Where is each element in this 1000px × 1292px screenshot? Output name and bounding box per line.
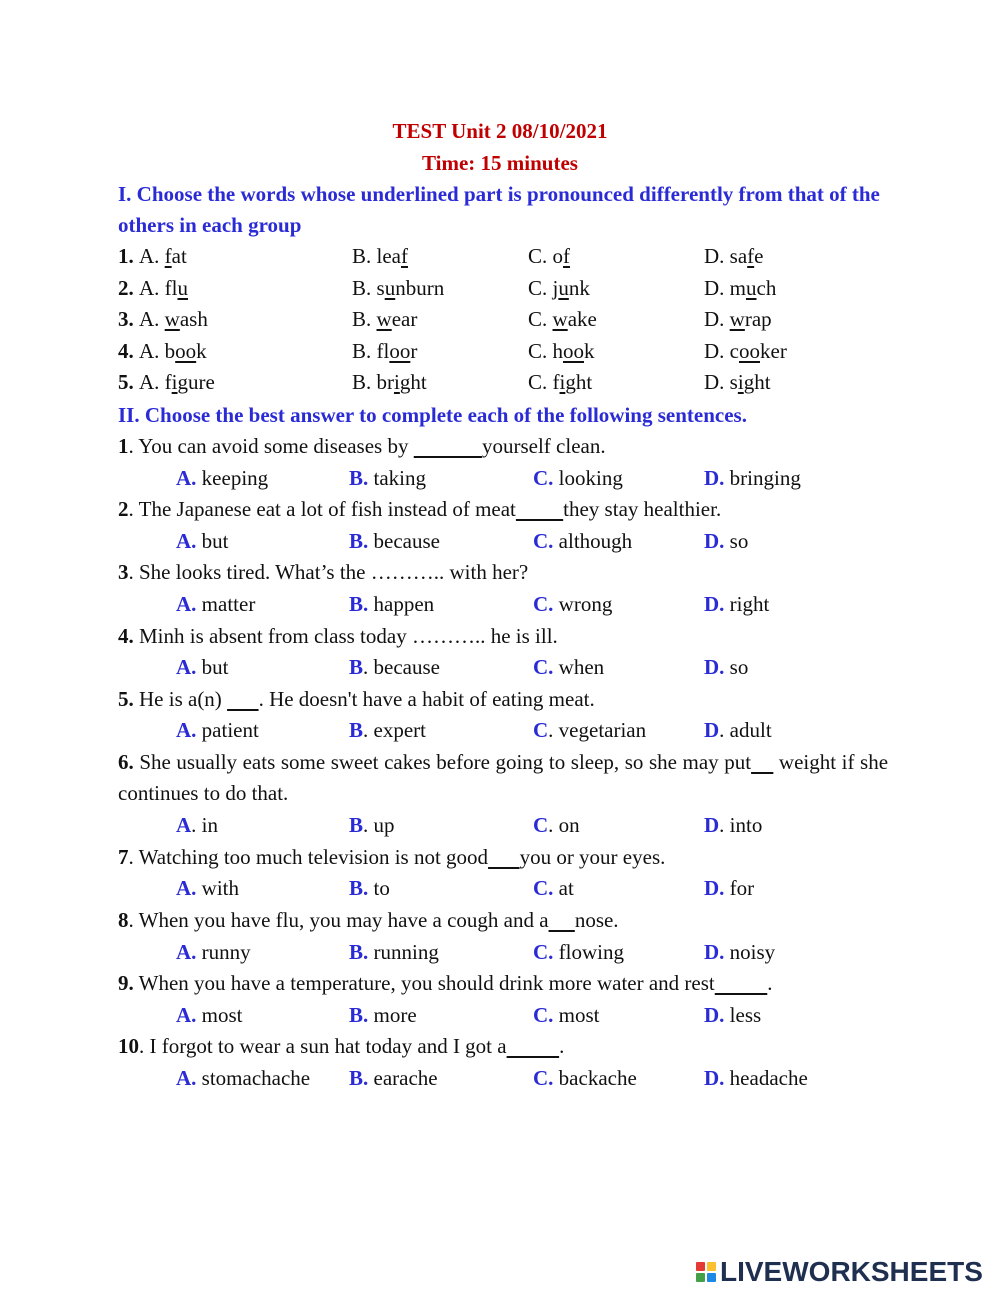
answer-blank xyxy=(549,908,575,932)
answer-text: so xyxy=(724,528,749,553)
option-letter: D. xyxy=(704,307,730,332)
answer-option xyxy=(349,526,440,557)
answer-letter: C. xyxy=(533,939,554,964)
word-part: sa xyxy=(729,244,748,268)
word-part: fl xyxy=(164,275,178,300)
question-text: they stay healthier. xyxy=(563,497,722,522)
pronunciation-option xyxy=(352,241,408,272)
question xyxy=(118,557,888,588)
answer-options xyxy=(0,1063,1000,1094)
answer-letter: C. xyxy=(533,592,554,616)
option-letter: B. xyxy=(352,244,377,268)
word-part: ake xyxy=(567,307,597,332)
pronunciation-group xyxy=(0,273,1000,304)
answer-letter: C. xyxy=(533,528,554,553)
answer-text: looking xyxy=(553,465,623,490)
word-part: e xyxy=(754,244,764,268)
answer-letter: A. xyxy=(176,528,197,553)
question-number: 2 xyxy=(118,497,129,522)
pronunciation-option xyxy=(118,336,207,367)
logo-square xyxy=(707,1273,716,1282)
answer-text: flowing xyxy=(553,939,624,964)
word-part: k xyxy=(196,338,207,363)
test-title: TEST Unit 2 08/10/2021 xyxy=(392,119,608,143)
underlined-part: oo xyxy=(563,338,585,363)
answer-option xyxy=(704,810,762,841)
answer-option xyxy=(176,715,259,746)
underlined-part: i xyxy=(559,370,566,395)
answer-letter: C. xyxy=(533,655,554,680)
answer-options xyxy=(0,589,1000,620)
answer-option xyxy=(349,652,440,683)
question xyxy=(118,905,888,936)
pronunciation-option xyxy=(352,367,427,398)
answer-blank xyxy=(488,845,520,869)
word-part: at xyxy=(171,244,187,268)
answer-letter: B. xyxy=(349,1002,369,1027)
answer-text: so xyxy=(724,655,749,680)
question xyxy=(118,684,888,715)
option-letter: D. xyxy=(704,244,730,268)
pronunciation-option xyxy=(704,336,787,367)
question-text: . She looks tired. What’s the ……….. with her? xyxy=(128,560,529,585)
answer-option xyxy=(176,810,218,841)
question-number: 4. xyxy=(118,623,134,648)
answer-option xyxy=(349,873,390,904)
pronunciation-option xyxy=(118,273,188,304)
answer-text: wrong xyxy=(553,592,613,616)
word-part: rap xyxy=(744,307,772,332)
option-letter: B. xyxy=(352,307,377,332)
option-letter: C. xyxy=(528,338,553,363)
answer-option xyxy=(704,873,754,904)
word-part: ear xyxy=(391,307,418,332)
underlined-part: w xyxy=(552,307,568,332)
question-number: 5. xyxy=(118,686,134,711)
word-part: b xyxy=(164,338,176,363)
answer-option xyxy=(176,937,251,968)
underlined-part: i xyxy=(394,370,400,395)
underlined-part: u xyxy=(177,275,188,300)
answer-text: although xyxy=(553,528,633,553)
answer-text: backache xyxy=(553,1066,637,1090)
question xyxy=(118,494,888,525)
answer-option xyxy=(533,873,574,904)
question xyxy=(118,1031,888,1062)
word-part: ght xyxy=(399,370,427,395)
answer-letter: A. xyxy=(176,876,197,901)
answer-letter: B xyxy=(349,655,364,680)
answer-text: matter xyxy=(196,592,256,616)
question-text: nose. xyxy=(574,908,619,932)
answer-option xyxy=(704,463,801,494)
option-letter: C. xyxy=(528,370,553,395)
answer-letter: C. xyxy=(533,876,554,901)
group-number: 1. xyxy=(118,244,139,268)
answer-text: . into xyxy=(719,813,763,838)
answer-option xyxy=(176,589,255,620)
answer-letter: C xyxy=(533,813,549,838)
answer-letter: B. xyxy=(349,592,369,616)
section-1-heading: I. Choose the words whose underlined part is pronounced differently from that of the others in each group xyxy=(118,182,880,237)
answer-letter: A. xyxy=(176,939,197,964)
answer-letter: C. xyxy=(533,465,554,490)
answer-letter: B. xyxy=(349,465,369,490)
answer-options xyxy=(0,810,1000,841)
answer-text: most xyxy=(553,1002,600,1027)
question-text: . xyxy=(767,971,773,996)
answer-letter: B. xyxy=(349,876,369,901)
word-part: gure xyxy=(177,370,215,395)
word-part: s xyxy=(729,370,738,395)
answer-letter: D. xyxy=(704,939,725,964)
option-letter: A. xyxy=(139,244,165,268)
question-text: yourself clean. xyxy=(481,434,606,458)
answer-letter: D. xyxy=(704,465,725,490)
answer-option xyxy=(533,652,604,683)
answer-letter: A. xyxy=(176,1066,197,1090)
answer-letter: B. xyxy=(349,528,369,553)
underlined-part: u xyxy=(558,275,569,300)
underlined-part: i xyxy=(171,370,178,395)
word-part: br xyxy=(376,370,395,395)
answer-letter: B. xyxy=(349,939,369,964)
logo-square xyxy=(696,1262,705,1271)
answer-text: at xyxy=(553,876,574,901)
answer-option xyxy=(176,652,229,683)
answer-option xyxy=(349,1000,417,1031)
answer-option xyxy=(704,1063,808,1094)
pronunciation-group xyxy=(0,304,1000,335)
answer-option xyxy=(533,526,632,557)
answer-option xyxy=(704,589,769,620)
answer-letter: C. xyxy=(533,1002,554,1027)
word-part: lea xyxy=(376,244,401,268)
answer-options xyxy=(0,652,1000,683)
answer-options xyxy=(0,463,1000,494)
word-part: fl xyxy=(376,338,390,363)
answer-text: earache xyxy=(368,1066,438,1090)
question-number: 6. xyxy=(118,750,134,774)
word-part: ght xyxy=(743,370,771,395)
underlined-part: i xyxy=(737,370,744,395)
answer-option xyxy=(349,810,395,841)
answer-letter: B xyxy=(349,718,364,743)
answer-option xyxy=(704,526,748,557)
option-letter: A. xyxy=(139,307,165,332)
answer-letter: B xyxy=(349,813,364,838)
answer-text: stomachache xyxy=(196,1066,311,1090)
test-time: Time: 15 minutes xyxy=(422,151,578,175)
pronunciation-option xyxy=(352,336,417,367)
answer-letter: C xyxy=(533,718,549,743)
group-number: 4. xyxy=(118,338,139,363)
option-letter: D. xyxy=(704,275,730,300)
section-2-heading: II. Choose the best answer to complete each of the following sentences. xyxy=(118,403,747,427)
group-number: 3. xyxy=(118,307,139,332)
answer-text: headache xyxy=(724,1066,808,1090)
question-number: 10 xyxy=(118,1034,139,1059)
answer-blank xyxy=(516,497,563,521)
answer-option xyxy=(349,1063,438,1094)
question-text: . xyxy=(559,1034,565,1059)
question xyxy=(118,842,888,873)
underlined-part: u xyxy=(746,275,757,300)
word-part: c xyxy=(729,338,739,363)
question-text: When you have a temperature, you should drink more water and rest xyxy=(133,971,715,996)
answer-option xyxy=(533,589,612,620)
word-part: f xyxy=(552,370,560,395)
option-letter: B. xyxy=(352,370,377,395)
answer-text: . because xyxy=(363,655,440,680)
answer-text: patient xyxy=(196,718,259,743)
answer-letter: D xyxy=(704,718,720,743)
answer-text: for xyxy=(724,876,755,901)
answer-options xyxy=(0,1000,1000,1031)
liveworksheets-logo-text: LIVEWORKSHEETS xyxy=(720,1256,983,1287)
answer-option xyxy=(533,715,646,746)
answer-option xyxy=(533,1063,637,1094)
word-part: ght xyxy=(565,370,593,395)
pronunciation-option xyxy=(118,304,208,335)
option-letter: A. xyxy=(139,338,165,363)
question-text: . You can avoid some diseases by xyxy=(128,434,414,458)
answer-option xyxy=(176,1000,243,1031)
option-letter: A. xyxy=(139,370,165,395)
pronunciation-option xyxy=(528,367,592,398)
answer-letter: A. xyxy=(176,655,197,680)
underlined-part: w xyxy=(164,307,180,332)
answer-letter: D. xyxy=(704,1066,725,1090)
logo-square xyxy=(707,1262,716,1271)
underlined-part: oo xyxy=(739,338,760,363)
answer-option xyxy=(704,652,748,683)
answer-text: because xyxy=(368,528,440,553)
answer-text: but xyxy=(196,655,229,680)
liveworksheets-logo-icon xyxy=(696,1262,716,1282)
question-number: 3 xyxy=(118,560,129,585)
word-part: nburn xyxy=(395,275,445,300)
question xyxy=(118,431,888,462)
liveworksheets-logo xyxy=(696,1252,983,1292)
pronunciation-option xyxy=(352,273,444,304)
question-number: 9. xyxy=(118,971,134,996)
answer-option xyxy=(349,715,426,746)
answer-text: bringing xyxy=(724,465,801,490)
answer-letter: D. xyxy=(704,592,725,616)
answer-letter: D. xyxy=(704,655,725,680)
question-text: . Watching too much television is not good xyxy=(128,844,489,869)
answer-letter: A xyxy=(176,813,192,838)
pronunciation-option xyxy=(528,241,570,272)
question-text: He is a(n) xyxy=(133,686,228,711)
answer-text: with xyxy=(196,876,240,901)
answer-option xyxy=(533,810,580,841)
pronunciation-option xyxy=(704,367,771,398)
pronunciation-option xyxy=(704,241,764,272)
option-letter: D. xyxy=(704,338,730,363)
answer-text: more xyxy=(368,1002,417,1027)
answer-text: right xyxy=(724,592,770,616)
option-letter: C. xyxy=(528,275,553,300)
answer-text: taking xyxy=(368,465,427,490)
option-letter: B. xyxy=(352,338,377,363)
pronunciation-option xyxy=(528,304,597,335)
pronunciation-option xyxy=(528,336,595,367)
answer-options xyxy=(0,715,1000,746)
question-number: 7 xyxy=(118,844,129,869)
underlined-part: w xyxy=(729,307,745,332)
answer-blank xyxy=(227,687,259,711)
underlined-part: oo xyxy=(389,338,411,363)
answer-text: . up xyxy=(363,813,395,838)
answer-text: . on xyxy=(548,813,580,838)
question-text: . When you have flu, you may have a cough and a xyxy=(128,908,549,932)
underlined-part: f xyxy=(747,244,755,268)
answer-letter: D xyxy=(704,813,720,838)
answer-text: . in xyxy=(191,813,219,838)
answer-text: . adult xyxy=(719,718,772,743)
answer-text: running xyxy=(368,939,439,964)
question xyxy=(118,968,888,999)
answer-blank xyxy=(507,1034,560,1058)
answer-text: . expert xyxy=(363,718,426,743)
option-letter: B. xyxy=(352,275,377,300)
question-number: 1 xyxy=(118,434,129,458)
group-number: 2. xyxy=(118,275,139,300)
question-text: . The Japanese eat a lot of fish instead of meat xyxy=(128,497,516,522)
answer-text: happen xyxy=(368,592,435,616)
pronunciation-option xyxy=(704,304,772,335)
answer-text: . vegetarian xyxy=(548,718,647,743)
answer-letter: A. xyxy=(176,1002,197,1027)
pronunciation-group xyxy=(0,336,1000,367)
pronunciation-option xyxy=(118,241,187,272)
answer-option xyxy=(533,1000,600,1031)
answer-option xyxy=(176,1063,310,1094)
answer-option xyxy=(176,873,239,904)
underlined-part: f xyxy=(401,244,408,268)
question xyxy=(118,621,888,652)
question-text: . I forgot to wear a sun hat today and I got a xyxy=(139,1034,507,1059)
option-letter: C. xyxy=(528,244,553,268)
pronunciation-option xyxy=(528,273,590,304)
answer-letter: D. xyxy=(704,876,725,901)
word-part: j xyxy=(552,275,559,300)
answer-text: runny xyxy=(196,939,251,964)
underlined-part: oo xyxy=(175,338,197,363)
answer-options xyxy=(0,526,1000,557)
answer-blank xyxy=(751,750,773,774)
pronunciation-option xyxy=(704,273,776,304)
option-letter: D. xyxy=(704,370,730,395)
logo-square xyxy=(696,1273,705,1282)
question-number: 8 xyxy=(118,908,129,932)
answer-options xyxy=(0,873,1000,904)
answer-text: less xyxy=(724,1002,762,1027)
answer-text: noisy xyxy=(724,939,776,964)
word-part: nk xyxy=(568,275,590,300)
word-part: ch xyxy=(756,275,777,300)
answer-option xyxy=(176,463,268,494)
question-text: you or your eyes. xyxy=(519,844,666,869)
option-letter: C. xyxy=(528,307,553,332)
underlined-part: w xyxy=(376,307,392,332)
word-part: ash xyxy=(179,307,208,332)
answer-options xyxy=(0,937,1000,968)
answer-letter: A. xyxy=(176,718,197,743)
question xyxy=(118,747,888,809)
answer-option xyxy=(704,715,772,746)
answer-text: to xyxy=(368,876,390,901)
pronunciation-group xyxy=(0,241,1000,272)
answer-option xyxy=(349,937,439,968)
pronunciation-option xyxy=(118,367,215,398)
answer-option xyxy=(533,463,623,494)
option-letter: A. xyxy=(139,275,165,300)
question-text: She usually eats some sweet cakes before going to sleep, so she may put xyxy=(133,750,752,774)
answer-text: most xyxy=(196,1002,243,1027)
answer-text: keeping xyxy=(196,465,269,490)
word-part: ker xyxy=(760,338,787,363)
pronunciation-option xyxy=(352,304,417,335)
answer-blank xyxy=(414,434,482,458)
answer-letter: D. xyxy=(704,1002,725,1027)
answer-letter: D. xyxy=(704,528,725,553)
word-part: m xyxy=(729,275,747,300)
word-part: o xyxy=(552,244,564,268)
pronunciation-group xyxy=(0,367,1000,398)
answer-option xyxy=(704,937,775,968)
underlined-part: f xyxy=(164,244,172,268)
answer-letter: C. xyxy=(533,1066,554,1090)
answer-text: when xyxy=(553,655,605,680)
answer-option xyxy=(533,937,624,968)
answer-text: but xyxy=(196,528,229,553)
word-part: f xyxy=(164,370,172,395)
question-text: Minh is absent from class today ……….. he is ill. xyxy=(133,623,558,648)
answer-option xyxy=(704,1000,761,1031)
underlined-part: u xyxy=(384,275,396,300)
word-part: h xyxy=(552,338,564,363)
answer-option xyxy=(176,526,229,557)
answer-blank xyxy=(715,971,768,995)
answer-letter: A. xyxy=(176,465,197,490)
question-text: . He doesn't have a habit of eating meat. xyxy=(258,686,595,711)
answer-letter: B. xyxy=(349,1066,369,1090)
answer-option xyxy=(349,463,426,494)
question-text: weight if she continues to do that. xyxy=(118,750,889,805)
word-part: k xyxy=(584,338,595,363)
group-number: 5. xyxy=(118,370,139,395)
answer-option xyxy=(349,589,434,620)
answer-letter: A. xyxy=(176,592,197,616)
word-part: s xyxy=(376,275,385,300)
underlined-part: f xyxy=(563,244,571,268)
word-part: r xyxy=(410,338,418,363)
